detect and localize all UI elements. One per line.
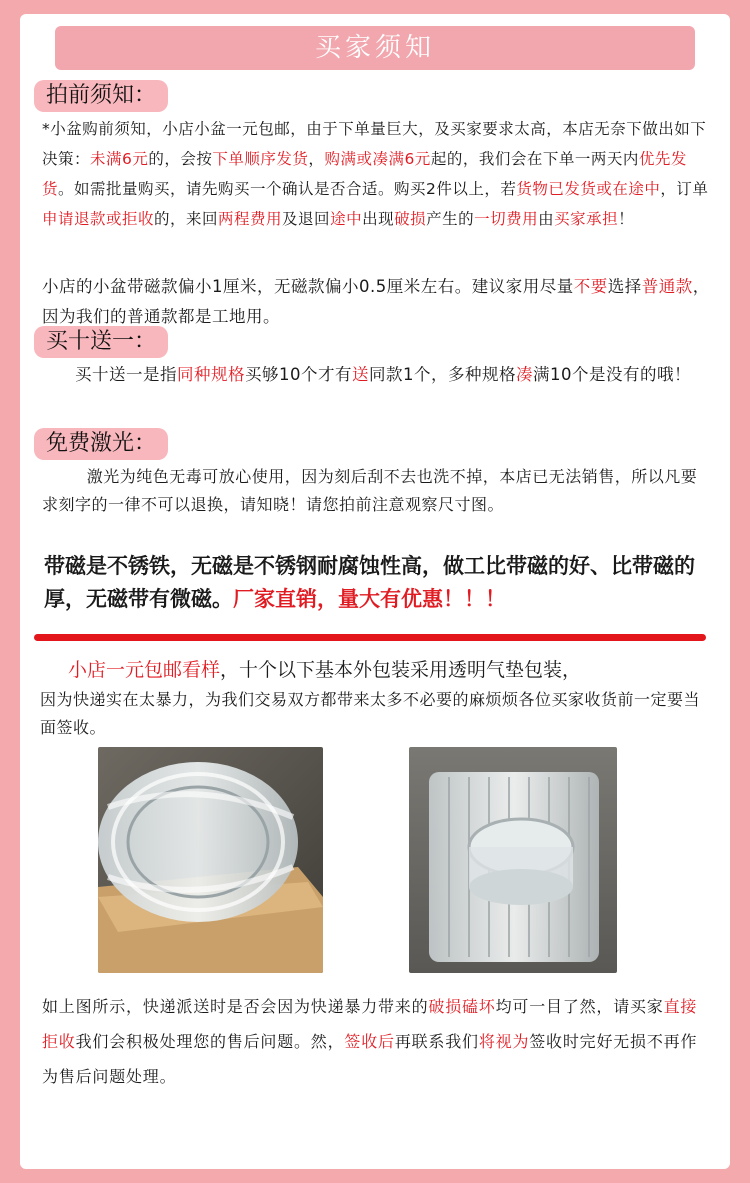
before1-run: 起的，我们会在下单一两天内 (430, 150, 639, 168)
buy10-run: 凑 (516, 365, 533, 384)
before1-run: 一切费用 (474, 210, 539, 228)
buy10-run: 买十送一是指 (75, 365, 177, 384)
before1-run: ！ (618, 210, 635, 228)
buy10-run: 同种规格 (177, 365, 245, 384)
before1-run: 买家承担 (554, 210, 619, 228)
before1-run: 未满6元 (90, 150, 149, 168)
buy10-run: 送 (352, 365, 369, 384)
shipping-line-2: 因为快递实在太暴力，为我们交易双方都带来太多不必要的麻烦烦各位买家收货前一定要当面签收。 (40, 690, 701, 737)
before1-run: 由 (538, 210, 555, 228)
before2-run: 普通款 (641, 277, 693, 296)
after-run: 我们会积极处理您的售后问题。然， (75, 1032, 345, 1051)
before1-run: 两程费用 (218, 210, 283, 228)
buy10-run: 同款1个，多种规格 (369, 365, 516, 384)
before1-run: ， (308, 150, 325, 168)
section-tag-buy10: 买十送一： (34, 326, 168, 358)
before2-run: 小店的小盆带磁款偏小1厘米，无磁款偏小0.5厘米左右。建议家用尽量 (42, 277, 574, 296)
before-paragraph-2 (42, 272, 712, 332)
before1-run: *小盆购前须知，小店小盆一元包邮，由于下单量巨大，及买家要求太高，本店无奈下做出如下决策： (42, 120, 707, 168)
after-run: 均可一目了然，请买家 (495, 997, 664, 1016)
buy10-run: 满10个是没有的哦！ (533, 365, 691, 384)
shipping-run: 小店一元包邮看样 (68, 659, 221, 681)
before1-run: 出现 (362, 210, 395, 228)
laser-paragraph: 激光为纯色无毒可放心使用，因为刻后刮不去也洗不掉，本店已无法销售，所以凡要求刻字的一律不可以退换，请知晓！请您拍前注意观察尺寸图。 (42, 467, 698, 514)
after-run: 如上图所示，快递派送时是否会因为快递暴力带来的 (42, 997, 429, 1016)
section-tag-laser: 免费激光： (34, 428, 168, 460)
before1-run: ，订单 (660, 180, 709, 198)
after-run: 签收后 (344, 1032, 395, 1051)
after-run: 直接拒收 (42, 997, 698, 1051)
before1-run: 产生的 (426, 210, 475, 228)
after-run: 签收时完好无损不再作为售后问题处理。 (42, 1032, 698, 1086)
before1-run: 购满或凑满6元 (324, 150, 431, 168)
bold-note-run: 带磁是不锈铁，无磁是不锈钢耐腐蚀性高，做工比带磁的好、比带磁的厚，无磁带有微磁。 (44, 554, 695, 611)
divider (34, 634, 706, 641)
buy10-paragraph (42, 360, 712, 390)
before1-run: 的，会按 (148, 150, 213, 168)
page-title: 买家须知 (55, 26, 695, 70)
before2-run: 不要 (573, 277, 608, 296)
before1-run: 货物已发货或在途中 (516, 180, 661, 198)
before1-run: 途中 (330, 210, 363, 228)
before1-run: 的，来回 (154, 210, 219, 228)
after-run: 再联系我们 (394, 1032, 479, 1051)
before1-run: 优先发货 (42, 150, 687, 198)
before1-run: 申请退款或拒收 (42, 210, 155, 228)
before2-run: 选择 (607, 277, 642, 296)
before1-run: 及退回 (282, 210, 331, 228)
buy10-run: 买够10个才有 (245, 365, 352, 384)
bold-note-run: 厂家直销，量大有优惠！！！ (233, 587, 506, 611)
before2-run: ，因为我们的普通款都是工地用。 (42, 277, 710, 326)
after-run: 破损磕坏 (428, 997, 496, 1016)
shipping-line-1 (68, 656, 581, 684)
bold-note (44, 550, 714, 616)
photo-airbag-column (409, 747, 617, 973)
after-run: 将视为 (478, 1032, 530, 1051)
before-paragraph-1 (42, 114, 712, 234)
photo-airbag-on-box (98, 747, 323, 973)
before1-run: 破损 (394, 210, 427, 228)
after-paragraph (42, 989, 714, 1094)
section-tag-before: 拍前须知： (34, 80, 168, 112)
before1-run: 下单顺序发货 (212, 150, 309, 168)
before1-run: 。如需批量购买，请先购买一个确认是否合适。购买2件以上，若 (58, 180, 517, 198)
notice-card (20, 14, 730, 1169)
shipping-run: ，十个以下基本外包装采用透明气垫包装， (220, 659, 582, 681)
